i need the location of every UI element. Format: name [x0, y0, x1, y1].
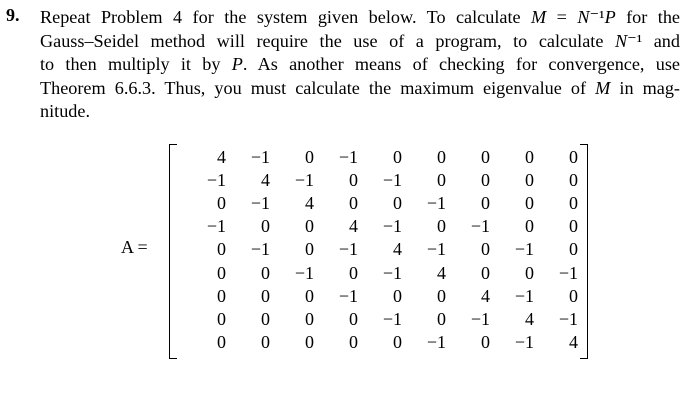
matrix-row	[182, 331, 578, 354]
matrix-cell: −1	[206, 169, 226, 190]
matrix-cell: −1	[558, 262, 578, 283]
matrix-cell: 4	[481, 285, 490, 306]
matrix-cell: 4	[393, 239, 402, 260]
matrix-cell: 0	[481, 192, 490, 213]
matrix-cell: 0	[481, 146, 490, 167]
matrix-row	[182, 168, 578, 191]
matrix-cell: 0	[217, 192, 226, 213]
matrix-cell: 0	[349, 262, 358, 283]
matrix-row	[182, 261, 578, 284]
matrix-cell: 0	[481, 169, 490, 190]
matrix-cell: 0	[305, 146, 314, 167]
matrix-cell: 0	[393, 285, 402, 306]
matrix-cell: −1	[426, 192, 446, 213]
matrix-cell: 4	[569, 332, 578, 353]
matrix-cell: 4	[217, 146, 226, 167]
matrix-cell: 0	[217, 308, 226, 329]
matrix-cell: 0	[393, 146, 402, 167]
matrix-cell: 0	[305, 285, 314, 306]
matrix-row	[182, 215, 578, 238]
problem-number: 9.	[6, 5, 20, 25]
matrix-cell: 0	[261, 262, 270, 283]
matrix-cell: 0	[261, 285, 270, 306]
problem-line: to then multiply it by P. As another means of checking for convergence, use	[40, 54, 680, 74]
matrix-cell: −1	[558, 308, 578, 329]
matrix-label: A =	[121, 237, 148, 257]
matrix-cell: −1	[382, 308, 402, 329]
problem-line: Gauss–Seidel method will require the use of a program, to calculate N⁻¹ and	[40, 30, 680, 51]
matrix-cell: 0	[481, 332, 490, 353]
matrix-cell: 0	[437, 216, 446, 237]
matrix-cell: 0	[305, 308, 314, 329]
matrix-cell: 0	[437, 308, 446, 329]
matrix-cell: 0	[261, 308, 270, 329]
matrix-cell: 0	[569, 146, 578, 167]
matrix-cell: −1	[294, 262, 314, 283]
matrix-cell: −1	[514, 285, 534, 306]
problem-line: nitude.	[40, 101, 91, 121]
matrix-cell: 0	[481, 262, 490, 283]
matrix-cell: 0	[261, 332, 270, 353]
matrix-cell: 0	[569, 285, 578, 306]
matrix-cell: 0	[217, 262, 226, 283]
matrix-cell: −1	[338, 239, 358, 260]
left-bracket	[169, 144, 177, 359]
matrix-cell: −1	[338, 285, 358, 306]
matrix-cell: 0	[261, 216, 270, 237]
matrix-cell: 4	[261, 169, 270, 190]
matrix-cell: 4	[349, 216, 358, 237]
matrix-cell: 0	[525, 216, 534, 237]
matrix-cell: −1	[250, 239, 270, 260]
matrix-cell: 0	[305, 332, 314, 353]
right-bracket	[580, 144, 588, 359]
matrix-cell: −1	[382, 169, 402, 190]
matrix-cell: −1	[206, 216, 226, 237]
matrix-cell: 0	[393, 192, 402, 213]
problem-line: Repeat Problem 4 for the system given below. To calculate M = N⁻¹P for the	[40, 7, 680, 27]
matrix-cell: 0	[569, 169, 578, 190]
matrix-grid	[182, 145, 578, 353]
matrix-cell: 0	[525, 192, 534, 213]
matrix-cell: −1	[514, 239, 534, 260]
matrix-cell: 0	[349, 192, 358, 213]
matrix-cell: 0	[393, 332, 402, 353]
matrix-cell: 0	[569, 239, 578, 260]
matrix-cell: 0	[525, 146, 534, 167]
matrix-cell: 4	[437, 262, 446, 283]
matrix-row	[182, 284, 578, 307]
matrix-cell: −1	[250, 192, 270, 213]
matrix-cell: 0	[305, 239, 314, 260]
matrix-cell: 0	[217, 285, 226, 306]
matrix-cell: 0	[525, 169, 534, 190]
matrix-cell: −1	[250, 146, 270, 167]
matrix-cell: −1	[426, 239, 446, 260]
matrix-row	[182, 307, 578, 330]
matrix-cell: 0	[481, 239, 490, 260]
matrix-cell: 0	[437, 146, 446, 167]
matrix-cell: 0	[569, 216, 578, 237]
problem-line: Theorem 6.6.3. Thus, you must calculate the maximum eigenvalue of M in mag-	[40, 77, 680, 98]
matrix-cell: 0	[437, 285, 446, 306]
matrix-cell: −1	[514, 332, 534, 353]
matrix-cell: −1	[470, 216, 490, 237]
matrix-cell: 0	[305, 216, 314, 237]
matrix-cell: 0	[217, 332, 226, 353]
matrix-cell: 0	[217, 239, 226, 260]
matrix-row	[182, 145, 578, 168]
matrix-cell: −1	[470, 308, 490, 329]
matrix-cell: 4	[525, 308, 534, 329]
matrix-cell: 0	[349, 169, 358, 190]
matrix-row	[182, 191, 578, 214]
matrix-cell: −1	[426, 332, 446, 353]
matrix-cell: 4	[305, 192, 314, 213]
matrix-cell: −1	[382, 262, 402, 283]
matrix-cell: 0	[569, 192, 578, 213]
matrix-cell: 0	[349, 308, 358, 329]
matrix-cell: −1	[294, 169, 314, 190]
matrix-cell: 0	[525, 262, 534, 283]
matrix-cell: −1	[338, 146, 358, 167]
matrix-cell: −1	[382, 216, 402, 237]
matrix-row	[182, 238, 578, 261]
matrix-cell: 0	[349, 332, 358, 353]
matrix-cell: 0	[437, 169, 446, 190]
